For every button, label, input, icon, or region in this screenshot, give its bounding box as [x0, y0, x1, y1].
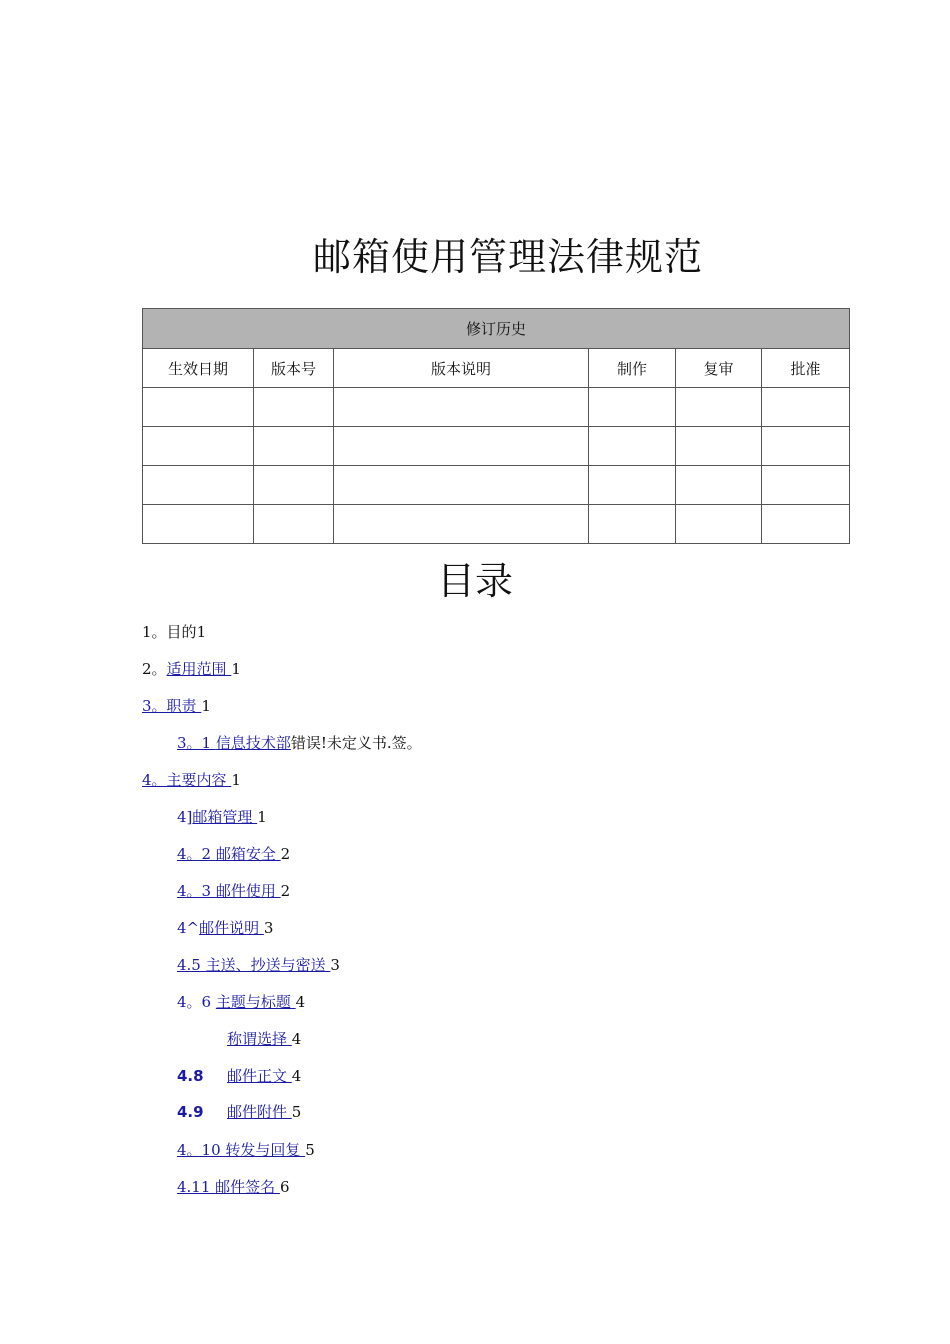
- toc-entry-page: 5: [291, 1103, 302, 1121]
- toc-entry-link[interactable]: 适用范围: [166, 660, 232, 678]
- toc-title: 目录: [436, 559, 513, 603]
- table-cell: [676, 466, 762, 505]
- table-cell: [762, 466, 850, 505]
- toc-entry-page: 1: [196, 623, 207, 641]
- toc-entry-page: 2: [280, 882, 291, 900]
- column-header-approver: 批准: [762, 349, 850, 388]
- toc-entry-4-5[interactable]: [177, 955, 340, 975]
- toc-entry-link[interactable]: 邮件附件: [227, 1103, 292, 1121]
- toc-entry-number[interactable]: 4。3: [177, 882, 216, 900]
- toc-entry-number: 4]: [177, 808, 193, 826]
- toc-entry-number[interactable]: 4.11: [177, 1178, 216, 1196]
- toc-entry-link[interactable]: 职责: [166, 697, 202, 715]
- toc-entry-4-4[interactable]: [177, 918, 273, 938]
- table-row: [143, 427, 850, 466]
- table-cell: [762, 388, 850, 427]
- table-cell: [676, 427, 762, 466]
- toc-entry-number: 4.9: [177, 1103, 204, 1121]
- revision-history-table: [142, 308, 850, 544]
- toc-entry-number: 1。: [142, 623, 167, 641]
- toc-entry-number: 4^: [177, 919, 200, 937]
- toc-entry-link[interactable]: 邮件签名: [215, 1178, 280, 1196]
- table-cell: [254, 505, 334, 544]
- toc-entry-link[interactable]: 转发与回复: [225, 1141, 306, 1159]
- toc-entry-4[interactable]: [142, 770, 241, 790]
- revision-table-caption: 修订历史: [143, 309, 850, 349]
- toc-entry-page: 错误!未定义书.签。: [290, 734, 422, 752]
- toc-entry-link[interactable]: 邮件使用: [215, 882, 281, 900]
- toc-entry-4-3[interactable]: [177, 881, 290, 901]
- toc-entry-link[interactable]: 邮件说明: [199, 919, 264, 937]
- toc-entry-4-2[interactable]: [177, 844, 290, 864]
- toc-entry-link[interactable]: 信息技术部: [215, 734, 291, 752]
- toc-entry-page: 5: [305, 1141, 315, 1159]
- table-cell: [589, 427, 676, 466]
- toc-entry-4-11[interactable]: [177, 1177, 290, 1197]
- table-cell: [334, 427, 589, 466]
- column-header-description: 版本说明: [334, 349, 589, 388]
- toc-entry-text: 目的: [166, 623, 197, 641]
- toc-entry-number: 4.8: [177, 1067, 204, 1085]
- table-cell: [762, 427, 850, 466]
- table-cell: [143, 427, 254, 466]
- toc-entry-page: 6: [279, 1178, 290, 1196]
- toc-entry-page: 4: [291, 1030, 302, 1048]
- table-row: [143, 466, 850, 505]
- table-cell: [143, 466, 254, 505]
- toc-entry-page: 3: [330, 956, 340, 974]
- document-title: 邮箱使用管理法律规范: [312, 235, 703, 279]
- table-cell: [676, 388, 762, 427]
- table-cell: [334, 466, 589, 505]
- toc-entry-link[interactable]: 邮件正文: [227, 1067, 292, 1085]
- toc-entry-link[interactable]: 主要内容: [166, 771, 232, 789]
- toc-entry-3-1[interactable]: [177, 733, 422, 753]
- toc-entry-link[interactable]: 邮箱管理: [192, 808, 258, 826]
- table-cell: [589, 505, 676, 544]
- table-cell: [143, 505, 254, 544]
- toc-entry-number: 4。6: [177, 993, 216, 1011]
- column-header-author: 制作: [589, 349, 676, 388]
- table-cell: [334, 388, 589, 427]
- table-cell: [589, 388, 676, 427]
- toc-entry-link[interactable]: 邮箱安全: [215, 845, 281, 863]
- toc-entry-4-10[interactable]: [177, 1140, 315, 1160]
- toc-entry-4-8[interactable]: [177, 1066, 301, 1086]
- column-header-reviewer: 复审: [676, 349, 762, 388]
- toc-entry-link[interactable]: 称谓选择: [227, 1030, 292, 1048]
- toc-entry-4-1[interactable]: [177, 807, 267, 827]
- table-cell: [254, 388, 334, 427]
- toc-entry-number[interactable]: 4.5: [177, 956, 206, 974]
- toc-entry-4-9[interactable]: [177, 1102, 301, 1122]
- table-cell: [762, 505, 850, 544]
- toc-entry-1[interactable]: [142, 622, 206, 642]
- toc-entry-4-6[interactable]: [177, 992, 305, 1012]
- toc-entry-number[interactable]: 3。1: [177, 734, 216, 752]
- toc-entry-4-7[interactable]: [227, 1029, 301, 1049]
- table-cell: [254, 427, 334, 466]
- toc-entry-3[interactable]: [142, 696, 211, 716]
- table-cell: [254, 466, 334, 505]
- toc-entry-link[interactable]: 主题与标题: [215, 993, 296, 1011]
- table-cell: [589, 466, 676, 505]
- toc-entry-number[interactable]: 3。: [142, 697, 167, 715]
- toc-entry-number[interactable]: 4。2: [177, 845, 216, 863]
- column-header-effective-date: 生效日期: [143, 349, 254, 388]
- table-row: [143, 505, 850, 544]
- toc-entry-page: 1: [231, 771, 241, 789]
- toc-entry-page: 2: [280, 845, 291, 863]
- table-cell: [143, 388, 254, 427]
- revision-table-header-row: [143, 349, 850, 388]
- table-row: [143, 388, 850, 427]
- column-header-version: 版本号: [254, 349, 334, 388]
- toc-entry-page: 3: [263, 919, 274, 937]
- toc-entry-number: 2。: [142, 660, 167, 678]
- toc-entry-link[interactable]: 主送、抄送与密送: [205, 956, 331, 974]
- toc-entry-page: 4: [295, 993, 306, 1011]
- toc-entry-page: 1: [231, 660, 241, 678]
- toc-entry-number[interactable]: 4。: [142, 771, 167, 789]
- table-cell: [334, 505, 589, 544]
- toc-entry-page: 1: [257, 808, 267, 826]
- toc-entry-number[interactable]: 4。10: [177, 1141, 226, 1159]
- toc-entry-page: 1: [201, 697, 211, 715]
- toc-entry-page: 4: [291, 1067, 302, 1085]
- toc-entry-2[interactable]: [142, 659, 241, 679]
- table-cell: [676, 505, 762, 544]
